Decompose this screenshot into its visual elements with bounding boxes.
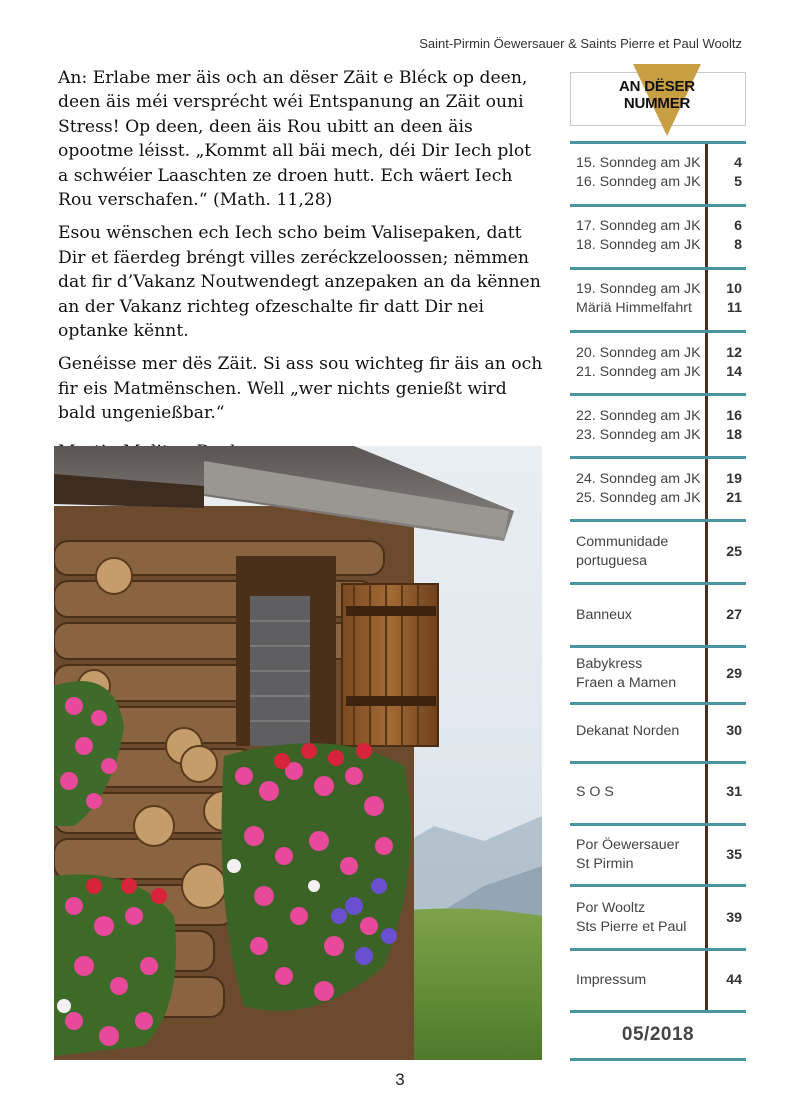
article-body [58,66,544,473]
toc-entry-label: Dekanat Norden [576,723,680,739]
toc-entry-page: 16 [726,408,742,424]
toc-entry-label: 23. Sonndeg am JK [576,427,701,443]
toc-entry-page: 5 [734,174,742,190]
toc-divider [570,204,746,207]
toc-entry-page: 30 [726,723,742,739]
toc-entry-page: 10 [726,281,742,297]
toc-entry-label: 24. Sonndeg am JK [576,471,701,487]
toc-entry-label: portuguesa [576,553,647,569]
toc-divider [570,519,746,522]
table-of-contents [570,72,746,1062]
toc-entry-label: 25. Sonndeg am JK [576,490,701,506]
toc-divider [570,582,746,585]
toc-spine [705,144,708,1010]
toc-entry-label: Por Öewersauer [576,837,680,853]
toc-entry-label: 20. Sonndeg am JK [576,345,701,361]
toc-entry-page: 39 [726,910,742,926]
toc-divider [570,761,746,764]
toc-divider [570,1058,746,1061]
toc-entry-label: 15. Sonndeg am JK [576,155,701,171]
toc-divider [570,823,746,826]
toc-title-line: NUMMER [623,95,691,112]
toc-divider [570,948,746,951]
toc-entry-label: Sts Pierre et Paul [576,919,687,935]
issue-date: 05/2018 [621,1024,695,1045]
toc-entry-page: 21 [726,490,742,506]
toc-entry-label: Communidade [576,534,669,550]
toc-entry-label: Babykress [576,656,643,672]
toc-entry-page: 31 [726,784,742,800]
toc-divider [570,884,746,887]
article-paragraph: Esou wënschen ech Iech scho beim Valisepaken, datt Dir et fäerdeg bréngt villes zeréckzeloossen; nëmmen dat fir d’Vakanz Noutwendegt anzepaken an da kënnen an der Vakanz richteg ofzeschalte fir datt Dir nei optanke kënnt. [58,223,541,342]
toc-divider [570,393,746,396]
article-paragraph: An: Erlabe mer äis och an dëser Zäit e Bléck op deen, deen äis méi versprécht wéi Entspanung an Zäit ouni Stress! Op deen, deen äis Rou ubitt an deen äis opootme léisst. „Kommt all bäi mech, déi Dir Iech plot a schwéier Laaschten ze droen hutt. Ech wäert Iech Rou verschafen.“ (Math. 11,28) [58,68,532,211]
page-number: 3 [395,1070,405,1089]
page-header: Saint-Pirmin Öewersauer & Saints Pierre et Paul Wooltz [419,36,742,51]
toc-entry-page: 14 [726,364,742,380]
article-paragraph: Genéisse mer dës Zäit. Si ass sou wichteg fir äis an och fir eis Matmënschen. Well „wer nichts genießt wird bald ungenießbar.“ [58,354,543,424]
toc-entry-page: 12 [726,345,742,361]
toc-entry-page: 8 [734,237,742,253]
toc-entry-page: 4 [734,155,742,171]
toc-divider [570,645,746,648]
toc-divider [570,1010,746,1013]
toc-entry-page: 18 [726,427,742,443]
toc-entry-label: St Pirmin [576,856,634,872]
toc-entry-label: Märiä Himmelfahrt [576,300,692,316]
toc-divider [570,267,746,270]
toc-entry-page: 29 [726,666,742,682]
toc-divider [570,456,746,459]
toc-entry-label: 22. Sonndeg am JK [576,408,701,424]
toc-entry-label: 21. Sonndeg am JK [576,364,701,380]
toc-entry-label: Por Wooltz [576,900,646,916]
toc-divider [570,141,746,144]
toc-entry-label: 18. Sonndeg am JK [576,237,701,253]
toc-entry-page: 44 [726,972,742,988]
toc-divider [570,330,746,333]
toc-title [570,78,744,112]
toc-entry-page: 11 [727,300,742,316]
toc-divider [570,702,746,705]
toc-entry-label: 16. Sonndeg am JK [576,174,701,190]
toc-entry-page: 19 [726,471,742,487]
toc-entry-label: 17. Sonndeg am JK [576,218,701,234]
toc-entry-page: 25 [726,544,742,560]
toc-entry-label: Fraen a Mamen [576,675,677,691]
cabin-flowers-photo [54,446,542,1060]
toc-entry-label: Banneux [576,607,633,623]
toc-entry-label: S O S [576,784,614,800]
toc-entry-page: 27 [726,607,742,623]
toc-entry-label: 19. Sonndeg am JK [576,281,701,297]
toc-entry-page: 35 [726,847,742,863]
toc-entry-label: Impressum [576,972,647,988]
toc-entry-page: 6 [734,218,742,234]
toc-title-line: AN DËSER [619,78,695,95]
